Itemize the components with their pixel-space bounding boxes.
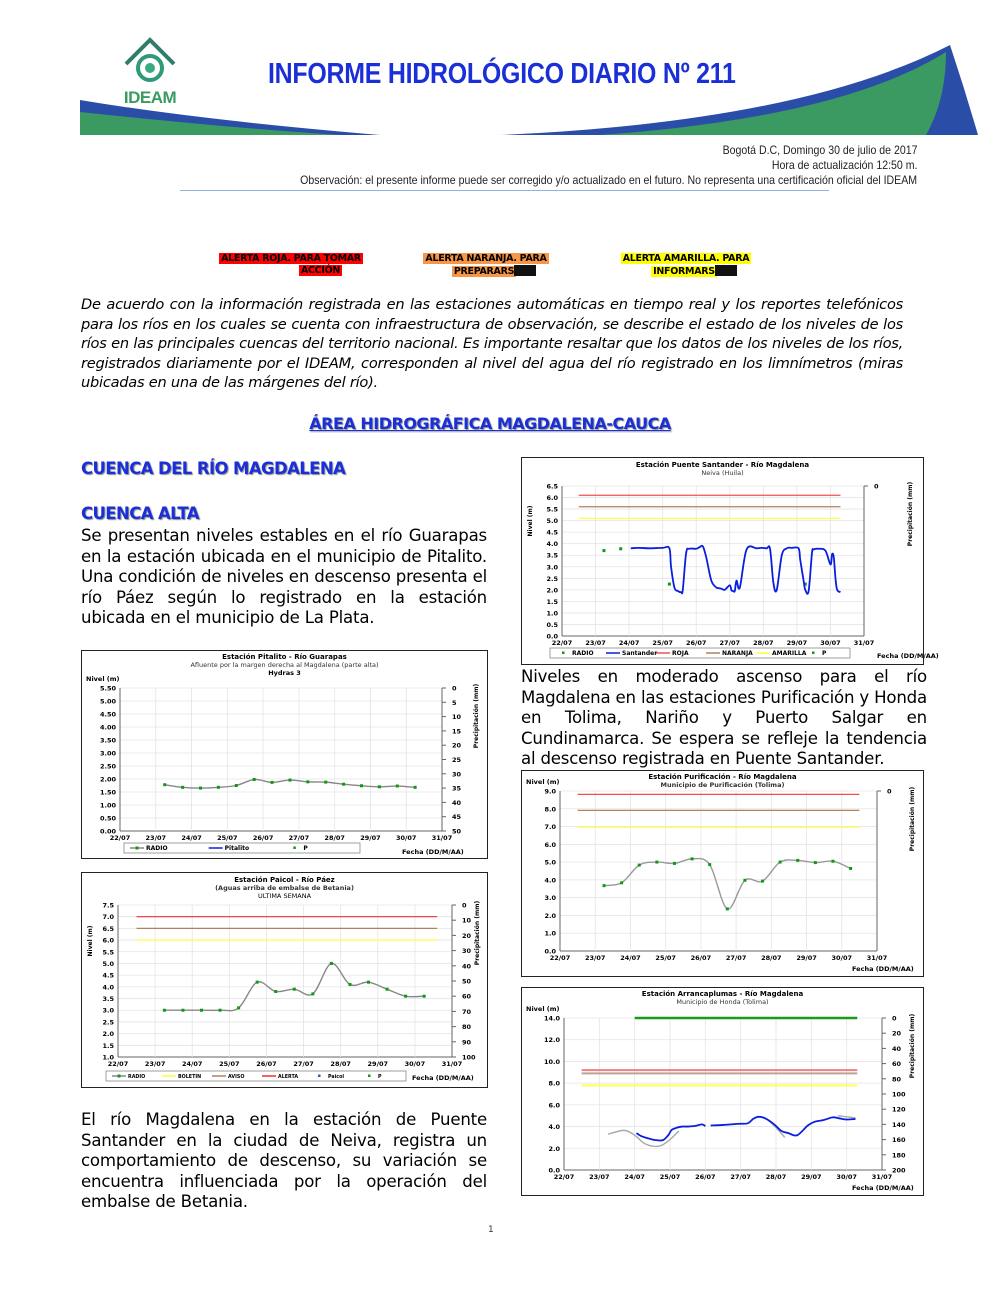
- intro-paragraph: De acuerdo con la información registrada en las estaciones automáticas en tiempo real y los reportes telefónicos para los ríos en los cuales se cuenta con infraestructura de observación, se describe el estado de los niveles de los ríos en las principales cuencas del territorio nacional. Es importante resaltar que los datos de los niveles de los ríos, registrados diariamente por el IDEAM, corresponden al nivel del agua del río registrado en los limnímetros (miras ubicadas en una de las márgenes del río).: [81, 296, 903, 391]
- legend-marker-dot: [118, 1075, 121, 1078]
- y2-tick-label: 0: [892, 1014, 897, 1023]
- data-point: [200, 1009, 203, 1012]
- x-tick-label: 28/07: [324, 834, 345, 842]
- x-tick-label: 26/07: [695, 1173, 716, 1181]
- data-point: [237, 1006, 240, 1009]
- y-tick-label: 5.5: [102, 948, 114, 957]
- data-point: [342, 783, 345, 786]
- y-tick-label: 9.0: [544, 787, 556, 796]
- x-tick-label: 30/07: [395, 834, 417, 842]
- y2-axis-title: Precipitación (mm): [909, 1013, 916, 1079]
- x-tick-label: 25/07: [659, 1173, 681, 1181]
- x-tick-label: 29/07: [367, 1060, 389, 1068]
- chart-purificacion: [521, 770, 924, 977]
- y-axis-title: Nivel (m): [526, 778, 560, 786]
- legend-label: AMARILLA: [772, 650, 807, 657]
- data-point: [619, 547, 622, 550]
- legend-label: Paicol: [328, 1075, 345, 1080]
- y-tick-label: 2.5: [102, 1018, 114, 1027]
- y-tick-label: 1.0: [102, 1053, 114, 1062]
- x-tick-label: 26/07: [685, 639, 707, 647]
- x-tick-label: 26/07: [690, 954, 712, 962]
- x-tick-label: 30/07: [831, 954, 853, 962]
- x-tick-label: 28/07: [761, 954, 782, 962]
- y-tick-label: 8.0: [548, 1079, 560, 1088]
- y-tick-label: 7.0: [544, 823, 556, 832]
- y-tick-label: 1.0: [544, 929, 556, 938]
- y2-tick-label: 30: [462, 947, 472, 956]
- data-point: [602, 549, 605, 552]
- legend-marker-dot: [136, 847, 139, 850]
- y-tick-label: 6.5: [102, 924, 114, 933]
- data-point: [367, 981, 370, 984]
- legend-marker: [318, 1075, 321, 1078]
- y2-tick-label: 15: [452, 727, 462, 736]
- data-point: [673, 862, 676, 865]
- alert-orange-line1: ALERTA NARANJA. PARA: [425, 253, 547, 264]
- data-point: [181, 786, 184, 789]
- y-axis-title: Nivel (m): [527, 505, 534, 537]
- series-line-radio: [604, 859, 851, 910]
- data-point: [217, 786, 220, 789]
- x-tick-label: 26/07: [256, 1060, 277, 1068]
- y-tick-label: 5.0: [102, 959, 114, 968]
- cuenca-heading: CUENCA DEL RÍO MAGDALENA: [81, 459, 346, 478]
- data-point: [235, 784, 238, 787]
- y-tick-label: 8.0: [544, 805, 556, 814]
- data-point: [330, 962, 333, 965]
- x-tick-label: 23/07: [585, 639, 606, 647]
- legend-label: RADIO: [572, 650, 594, 657]
- y-tick-label: 4.5: [546, 528, 558, 537]
- legend-marker: [293, 847, 296, 850]
- cuenca-alta-heading: CUENCA ALTA: [81, 504, 199, 523]
- x-tick-label: 22/07: [553, 1173, 575, 1181]
- data-point: [831, 860, 834, 863]
- page-number: 1: [488, 1225, 494, 1235]
- y2-tick-label: 100: [462, 1053, 476, 1062]
- report-title: INFORME HIDROLÓGICO DIARIO Nº 211: [268, 58, 736, 90]
- legend-label: BOLETIN: [178, 1075, 202, 1080]
- data-point: [655, 861, 658, 864]
- y2-tick-label: 10: [452, 713, 462, 722]
- y-tick-label: 2.5: [546, 574, 558, 583]
- y-tick-label: 6.5: [546, 482, 558, 491]
- x-tick-label: 26/07: [252, 834, 274, 842]
- y-tick-label: 0.0: [546, 632, 558, 641]
- y-tick-label: 5.50: [99, 684, 116, 693]
- y2-tick-label: 10: [462, 916, 472, 925]
- update-time: Hora de actualización 12:50 m.: [771, 158, 917, 172]
- cuenca-alta-text: Se presentan niveles estables en el río Guarapas en la estación ubicada en el municipio de Pitalito. Una condición de niveles en descenso presenta el río Páez según lo registrado en la estación ubicada en el municipio de La Plata.: [81, 526, 487, 628]
- x-tick-label: 22/07: [551, 639, 573, 647]
- y2-tick-label: 30: [452, 770, 462, 779]
- data-point: [256, 981, 259, 984]
- y2-tick-label: 0: [452, 684, 457, 693]
- x-tick-label: 24/07: [181, 834, 202, 842]
- redaction-block: [514, 265, 536, 276]
- x-tick-label: 27/07: [725, 954, 747, 962]
- data-point: [378, 785, 381, 788]
- data-point: [311, 992, 314, 995]
- chart-subtitle-2: ULTIMA SEMANA: [257, 892, 312, 900]
- y2-tick-label: 140: [892, 1120, 906, 1129]
- y2-tick-label: 100: [892, 1090, 906, 1099]
- chart-subtitle: Neiva (Huila): [701, 469, 744, 477]
- data-point: [726, 907, 729, 910]
- y2-axis-title: Precipitación (mm): [474, 900, 481, 966]
- y2-tick-label: 20: [892, 1029, 902, 1038]
- x-tick-label: 30/07: [836, 1173, 857, 1181]
- data-point: [181, 1009, 184, 1012]
- x-axis-title: Fecha (DD/M/AA): [852, 1184, 914, 1192]
- series-line-santander: [631, 546, 841, 594]
- x-tick-label: 27/07: [293, 1060, 314, 1068]
- y-tick-label: 2.0: [548, 1144, 560, 1153]
- chart-title: Estación Pitalito - Río Guarapas: [222, 653, 347, 661]
- y2-tick-label: 40: [462, 962, 472, 971]
- x-tick-label: 24/07: [181, 1060, 203, 1068]
- y-tick-label: 3.0: [546, 563, 558, 572]
- data-point: [306, 780, 309, 783]
- legend-label: Santander: [622, 650, 658, 657]
- x-tick-label: 25/07: [217, 834, 238, 842]
- x-tick-label: 24/07: [618, 639, 640, 647]
- legend-label: RADIO: [146, 845, 168, 852]
- y-tick-label: 2.0: [544, 911, 556, 920]
- data-point: [779, 861, 782, 864]
- data-point: [274, 990, 277, 993]
- chart-pitalito-svg: [82, 651, 487, 858]
- legend-label: P: [822, 650, 827, 657]
- y-tick-label: 4.50: [99, 710, 116, 719]
- y2-tick-label: 40: [892, 1044, 902, 1053]
- alert-yellow-line1: ALERTA AMARILLA. PARA: [622, 253, 750, 264]
- x-tick-label: 27/07: [719, 639, 741, 647]
- data-point: [423, 995, 426, 998]
- chart-santander-svg: [522, 458, 939, 664]
- x-tick-label: 31/07: [431, 834, 453, 842]
- header-divider: [180, 190, 829, 191]
- x-axis-title: Fecha (DD/M/AA): [412, 1074, 474, 1082]
- chart-subtitle: Afluente por la margen derecha al Magdalena (parte alta): [190, 661, 379, 669]
- chart-title: Estación Puente Santander - Río Magdalena: [635, 461, 810, 469]
- x-tick-label: 23/07: [145, 834, 167, 842]
- y2-tick-label: 40: [452, 798, 462, 807]
- y2-tick-label: 60: [892, 1060, 902, 1069]
- x-tick-label: 27/07: [730, 1173, 751, 1181]
- chart-arrancaplumas: [521, 987, 924, 1196]
- alert-red-line2: ACCIÓN: [300, 265, 340, 276]
- x-tick-label: 22/07: [549, 954, 571, 962]
- logo-text: IDEAM: [123, 88, 177, 107]
- y-tick-label: 0.0: [544, 947, 556, 956]
- x-tick-label: 23/07: [589, 1173, 610, 1181]
- chart-title: Estación Paicol - Río Páez: [234, 876, 335, 884]
- data-point: [219, 1009, 222, 1012]
- y-tick-label: 3.0: [102, 1006, 114, 1015]
- y-tick-label: 10.0: [543, 1057, 560, 1066]
- x-axis-title: Fecha (DD/M/AA): [877, 652, 939, 660]
- y-tick-label: 1.00: [99, 801, 116, 810]
- data-point: [620, 881, 623, 884]
- y2-tick-label: 80: [462, 1023, 472, 1032]
- data-point: [396, 785, 399, 788]
- legend-label: NARANJA: [722, 650, 753, 657]
- y2-tick-label: 35: [452, 784, 462, 793]
- y-tick-label: 0.0: [548, 1166, 560, 1175]
- legend-marker: [812, 652, 815, 655]
- x-tick-label: 24/07: [624, 1173, 645, 1181]
- y-tick-label: 14.0: [543, 1014, 560, 1023]
- y-tick-label: 2.50: [99, 762, 116, 771]
- area-heading: ÁREA HIDROGRÁFICA MAGDALENA-CAUCA: [309, 414, 671, 433]
- chart-santander: [521, 457, 939, 665]
- x-tick-label: 24/07: [620, 954, 641, 962]
- x-axis-title: Fecha (DD/M/AA): [402, 848, 464, 856]
- data-point: [348, 983, 351, 986]
- x-tick-label: 27/07: [288, 834, 310, 842]
- y2-tick-label: 5: [452, 698, 457, 707]
- y2-tick-label: 200: [892, 1166, 906, 1175]
- data-point: [271, 781, 274, 784]
- y-tick-label: 4.0: [544, 876, 556, 885]
- y2-tick-label: 180: [892, 1151, 906, 1160]
- y2-tick-label: 25: [452, 756, 462, 764]
- y2-tick-label: 50: [452, 827, 462, 836]
- x-tick-label: 25/07: [655, 954, 676, 962]
- y2-tick-label: 60: [462, 992, 472, 1001]
- data-point: [691, 857, 694, 860]
- legend-label: RADIO: [128, 1075, 146, 1080]
- chart-legend: [106, 1071, 406, 1081]
- data-point: [761, 880, 764, 883]
- chart-subtitle-2: Hydras 3: [268, 669, 301, 677]
- y-tick-label: 3.0: [544, 894, 556, 903]
- observation-note: Observación: el presente informe puede ser corregido y/o actualizado en el futuro. No representa una certificación oficial del IDEAM: [300, 173, 917, 187]
- y2-tick-label: 0: [874, 482, 879, 491]
- y-tick-label: 1.0: [546, 609, 558, 618]
- data-point: [743, 879, 746, 882]
- legend-marker: [562, 652, 565, 655]
- data-point: [288, 779, 291, 782]
- y-tick-label: 3.5: [102, 995, 114, 1004]
- y2-tick-label: 70: [462, 1007, 472, 1016]
- y-tick-label: 6.0: [548, 1101, 560, 1110]
- chart-paicol-svg: [82, 873, 487, 1087]
- chart-subtitle: Municipio de Honda (Tolima): [676, 998, 769, 1006]
- x-tick-label: 23/07: [584, 954, 606, 962]
- moderado-text: Niveles en moderado ascenso para el río Magdalena en las estaciones Purificación y Honda en Tolima, Nariño y Puerto Salgar en Cundinamarca. Se espera se refleje la tendencia al descenso registrada en Puente Santander.: [521, 667, 927, 769]
- y-tick-label: 3.5: [546, 551, 558, 560]
- chart-purificacion-svg: [522, 771, 923, 976]
- data-point: [814, 861, 817, 864]
- data-point: [668, 583, 671, 586]
- y-axis-title: Nivel (m): [86, 675, 120, 683]
- x-tick-label: 22/07: [109, 834, 131, 842]
- data-point: [199, 787, 202, 790]
- data-point: [603, 884, 606, 887]
- y-tick-label: 4.5: [102, 971, 114, 980]
- y2-tick-label: 120: [892, 1105, 906, 1114]
- data-point: [324, 781, 327, 784]
- y2-tick-label: 160: [892, 1136, 906, 1145]
- legend-label: Pitalito: [224, 845, 250, 852]
- x-tick-label: 25/07: [219, 1060, 240, 1068]
- data-point: [796, 859, 799, 862]
- y-tick-label: 5.00: [99, 697, 116, 706]
- data-point: [360, 784, 363, 787]
- chart-subtitle: Municipio de Purificación (Tolima): [660, 781, 785, 789]
- ideam-logo-mark: [120, 38, 180, 86]
- legend-label: ALERTA: [278, 1075, 299, 1080]
- y-tick-label: 7.0: [102, 913, 114, 922]
- y-tick-label: 6.0: [546, 494, 558, 503]
- y-tick-label: 1.50: [99, 788, 116, 797]
- data-point: [163, 1009, 166, 1012]
- y2-tick-label: 0: [887, 787, 892, 796]
- series-line-radio: [608, 1130, 679, 1146]
- y-axis-title: Nivel (m): [87, 925, 94, 957]
- legend-label: P: [303, 845, 308, 852]
- y2-axis-title: Precipitación (mm): [909, 786, 916, 852]
- x-tick-label: 30/07: [820, 639, 841, 647]
- ideam-logo: [120, 38, 180, 108]
- y-tick-label: 4.0: [102, 983, 114, 992]
- y-tick-label: 5.0: [544, 858, 556, 867]
- x-tick-label: 28/07: [753, 639, 774, 647]
- x-tick-label: 30/07: [404, 1060, 426, 1068]
- x-tick-label: 31/07: [866, 954, 888, 962]
- alert-orange-line2: PREPARARS: [453, 266, 515, 277]
- y-tick-label: 0.5: [546, 620, 558, 629]
- alert-red-line1: ALERTA ROJA. PARA TOMAR: [221, 253, 361, 264]
- x-tick-label: 28/07: [330, 1060, 351, 1068]
- alert-yellow-line2: INFORMARS: [653, 266, 715, 277]
- y2-tick-label: 50: [462, 977, 472, 986]
- y-tick-label: 5.5: [546, 505, 558, 514]
- legend-label: AVISO: [228, 1075, 245, 1080]
- x-tick-label: 31/07: [853, 639, 875, 647]
- y-tick-label: 3.50: [99, 736, 116, 745]
- y-tick-label: 2.00: [99, 775, 116, 784]
- y-tick-label: 2.0: [546, 586, 558, 595]
- y-tick-label: 12.0: [543, 1036, 560, 1045]
- y-tick-label: 1.5: [102, 1041, 114, 1050]
- y-tick-label: 0.00: [99, 827, 116, 836]
- x-tick-label: 23/07: [144, 1060, 166, 1068]
- y2-tick-label: 80: [892, 1075, 902, 1084]
- x-tick-label: 28/07: [765, 1173, 787, 1181]
- y-tick-label: 4.0: [548, 1123, 560, 1132]
- x-tick-label: 31/07: [441, 1060, 463, 1068]
- alert-orange: [420, 253, 552, 278]
- alert-yellow: [620, 253, 752, 278]
- y-tick-label: 4.00: [99, 723, 116, 732]
- data-point: [404, 995, 407, 998]
- x-tick-label: 29/07: [796, 954, 817, 962]
- redaction-block: [715, 265, 737, 276]
- y-tick-label: 6.0: [102, 936, 114, 945]
- y2-axis-title: Precipitación (mm): [907, 481, 914, 547]
- chart-pitalito: [81, 650, 488, 859]
- y-tick-label: 5.0: [546, 517, 558, 526]
- chart-title: Estación Purificación - Río Magdalena: [648, 773, 797, 781]
- y2-axis-title: Precipitación (mm): [473, 683, 480, 749]
- legend-label: ROJA: [672, 650, 689, 657]
- y2-tick-label: 90: [462, 1038, 472, 1047]
- chart-arrancaplumas-svg: [522, 988, 923, 1195]
- y-tick-label: 6.0: [544, 840, 556, 849]
- x-tick-label: 29/07: [801, 1173, 822, 1181]
- x-tick-label: 29/07: [786, 639, 808, 647]
- y-tick-label: 0.50: [99, 814, 116, 823]
- chart-subtitle: (Aguas arriba de embalse de Betania): [215, 884, 354, 892]
- x-tick-label: 25/07: [652, 639, 673, 647]
- chart-paicol: [81, 872, 488, 1088]
- y-tick-label: 1.5: [546, 597, 558, 606]
- data-point: [638, 864, 641, 867]
- y-tick-label: 4.0: [546, 540, 558, 549]
- data-point: [414, 786, 417, 789]
- y2-tick-label: 45: [452, 813, 462, 822]
- x-axis-title: Fecha (DD/M/AA): [852, 965, 914, 973]
- data-point: [163, 783, 166, 786]
- data-point: [253, 778, 256, 781]
- data-point: [386, 988, 389, 991]
- y-tick-label: 2.0: [102, 1030, 114, 1039]
- x-tick-label: 22/07: [107, 1060, 129, 1068]
- x-tick-label: 29/07: [360, 834, 381, 842]
- legend-marker: [368, 1075, 371, 1078]
- y2-tick-label: 0: [462, 901, 467, 910]
- y-tick-label: 7.5: [102, 901, 114, 910]
- legend-label: P: [378, 1075, 382, 1080]
- y-tick-label: 3.00: [99, 749, 116, 758]
- y2-tick-label: 20: [452, 741, 462, 750]
- alert-red: [218, 253, 364, 277]
- report-date: Bogotá D.C, Domingo 30 de julio de 2017: [722, 143, 917, 157]
- y2-tick-label: 20: [462, 931, 472, 940]
- data-point: [293, 988, 296, 991]
- chart-title: Estación Arrancaplumas - Río Magdalena: [641, 990, 804, 998]
- data-point: [708, 863, 711, 866]
- y-axis-title: Nivel (m): [526, 1005, 560, 1013]
- data-point: [849, 867, 852, 870]
- x-tick-label: 31/07: [871, 1173, 893, 1181]
- neiva-text: El río Magdalena en la estación de Puente Santander en la ciudad de Neiva, registra un comportamiento de descenso, su variación se encuentra influenciada por la operación del embalse de Betania.: [81, 1110, 487, 1212]
